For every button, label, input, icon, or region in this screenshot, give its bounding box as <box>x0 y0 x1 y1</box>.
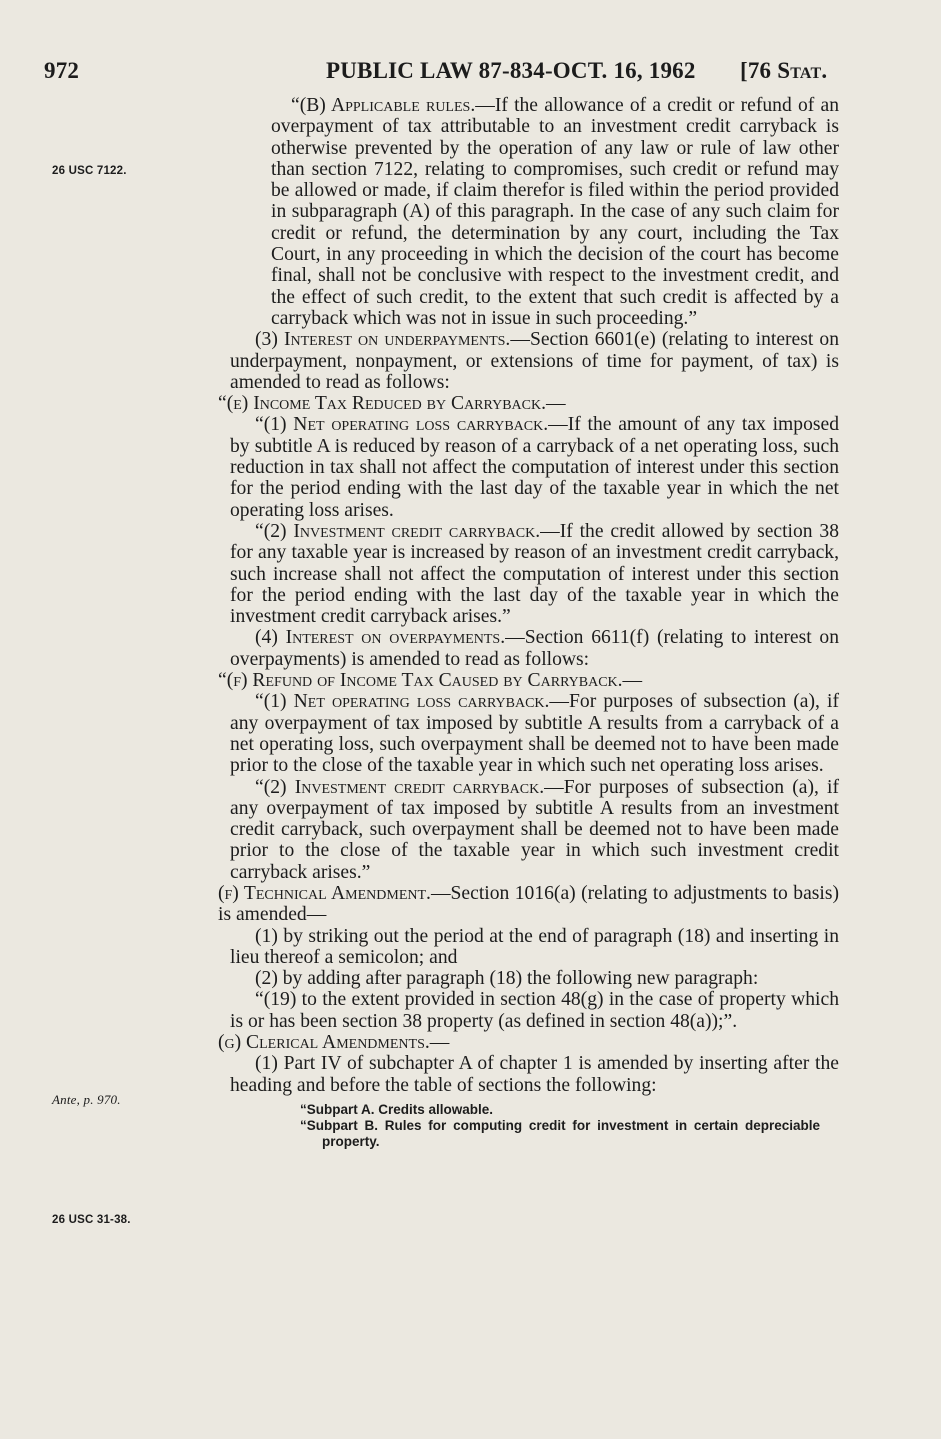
margin-note-usc-7122: 26 USC 7122. <box>52 165 127 177</box>
subparts-list <box>300 1102 820 1150</box>
subpart-a: “Subpart A. Credits allowable. <box>300 1101 494 1117</box>
text-ft-1: (1) by striking out the period at the end of paragraph (18) and inserting in lieu thereof a semicolon; and <box>230 925 839 968</box>
paragraph-b-applicable-rules <box>271 95 839 329</box>
running-title: PUBLIC LAW 87-834-OCT. 16, 1962 <box>326 58 696 83</box>
text-e2: —If the credit allowed by section 38 for any taxable year is increased by reason of an investment credit carryback, such increase shall not affect the computation of interest under this section for the period ending with the last day of the taxable year in which the investment credit carryback arises.” <box>230 520 839 628</box>
heading-clerical-amendments: (g) Clerical Amendments.— <box>218 1032 450 1054</box>
heading-e1: “(1) Net operating loss carryback. <box>255 414 549 436</box>
text-f2: —For purposes of subsection (a), if any overpayment of tax imposed by subtitle A results from an investment credit carryback, such overpayment shall be deemed not to have been made prior to the close of the taxable year in which such investment credit carryback arises.” <box>230 776 839 883</box>
paragraph-3-interest-underpayments <box>230 329 839 393</box>
heading-income-tax-reduced: “(e) Income Tax Reduced by Carryback.— <box>218 393 566 415</box>
paragraph-ft-1 <box>230 926 839 969</box>
paragraph-ft-2 <box>230 968 839 989</box>
paragraph-e1-net-operating-loss <box>230 414 839 520</box>
heading-applicable-rules: “(B) Applicable rules. <box>291 95 476 116</box>
text-f1: —For purposes of subsection (a), if any overpayment of tax imposed by subtitle A results from a carryback of a net operating loss, such overpayment shall be deemed not to have been made prior to the close of the taxable year in which such net operating loss arises. <box>230 691 839 777</box>
paragraph-4-interest-overpayments <box>230 627 839 670</box>
paragraph-f-technical-amendment <box>218 883 839 926</box>
paragraph-e2-investment-credit <box>230 521 839 627</box>
text-applicable-rules: —If the allowance of a credit or refund of an overpayment of tax attributable to an investment credit carryback is otherwise prevented by the operation of any law or rule of law other than section 7122, relating to compromises, such credit or refund may be allowed or made, if claim therefor is filed within the period provided in subparagraph (A) of this paragraph. In the case of any such claim for credit or refund, the determination by any court, including the Tax Court, in any proceeding in which the decision of the court has become final, shall not be conclusive with respect to the investment credit, and the effect of such credit, to the extent that such credit is affected by a carryback which was not in issue in such proceeding.” <box>271 95 839 329</box>
text-interest-overpayments: —Section 6611(f) (relating to interest on overpayments) is amended to read as follows: <box>230 627 839 670</box>
paragraph-g-1 <box>230 1053 839 1096</box>
margin-note-usc-31-38: 26 USC 31-38. <box>52 1214 131 1226</box>
margin-note-ante: Ante, p. 970. <box>52 1092 121 1107</box>
heading-f2: “(2) Investment credit carryback. <box>255 776 545 798</box>
page-number: 972 <box>44 58 80 83</box>
page-header <box>0 58 941 88</box>
subpart-b: “Subpart B. Rules for computing credit for investment in certain depreciable property. <box>300 1117 820 1149</box>
text-technical-amendment: —Section 1016(a) (relating to adjustments to basis) is amended— <box>218 882 839 926</box>
heading-refund-income-tax: “(f) Refund of Income Tax Caused by Carryback.— <box>218 670 643 692</box>
paragraph-f1-net-operating-loss <box>230 691 839 776</box>
text-g-1: (1) Part IV of subchapter A of chapter 1 is amended by inserting after the heading and before the table of sections the following: <box>230 1053 839 1096</box>
heading-interest-overpayments: (4) Interest on overpayments. <box>255 627 506 649</box>
text-ft-2: (2) by adding after paragraph (18) the following new paragraph: <box>255 968 759 990</box>
document-body <box>0 95 941 1150</box>
text-e1: —If the amount of any tax imposed by subtitle A is reduced by reason of a carryback of a net operating loss, such reduction in tax shall not affect the computation of interest under this section for the period ending with the last day of the taxable year in which the net operating loss arises. <box>230 414 839 521</box>
volume-reference: [76 Stat. <box>740 58 828 83</box>
text-interest-underpayments: —Section 6601(e) (relating to interest on underpayment, nonpayment, or extensions of time for payment, of tax) is amended to read as follows: <box>230 329 840 393</box>
text-ft-19: “(19) to the extent provided in section 48(g) in the case of property which is or has been section 38 property (as defined in section 48(a));”. <box>230 989 839 1032</box>
heading-f1: “(1) Net operating loss carryback. <box>255 691 550 713</box>
paragraph-f2-investment-credit <box>230 777 839 883</box>
heading-e2: “(2) Investment credit carryback. <box>255 520 541 542</box>
heading-interest-underpayments: (3) Interest on underpayments. <box>255 329 511 351</box>
paragraph-ft-19 <box>230 989 839 1032</box>
heading-technical-amendment: (f) Technical Amendment. <box>218 882 431 904</box>
